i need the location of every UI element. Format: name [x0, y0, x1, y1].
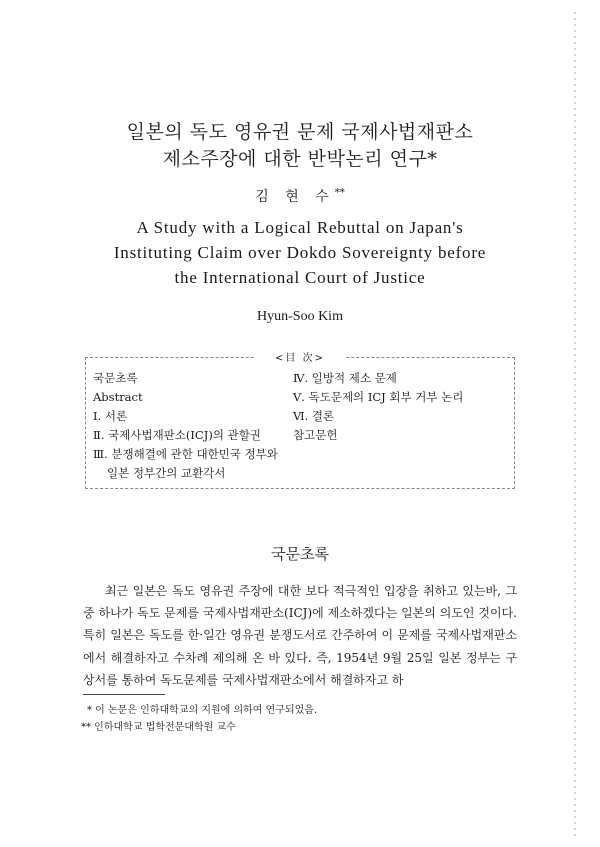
author-korean: [0, 186, 600, 206]
footnote-2: ** 인하대학교 법학전문대학원 교수: [81, 722, 236, 733]
abstract-heading: 국문초록: [271, 545, 329, 563]
toc-item: Ⅱ. 국제사법재판소(ICJ)의 관할권: [93, 428, 261, 442]
toc-right-column: [293, 369, 463, 445]
author-english: Hyun-Soo Kim: [257, 309, 343, 324]
toc-item: Abstract: [93, 390, 143, 404]
scan-edge-dots: [572, 10, 578, 836]
english-title-line-3: the International Court of Justice: [174, 268, 426, 287]
toc-item: Ⅵ. 결론: [293, 409, 335, 423]
author-korean-name: 김 현 수: [255, 189, 335, 205]
toc-left-column: [93, 369, 278, 483]
toc-item: 일본 정부간의 교환각서: [107, 466, 226, 480]
author-footnote-mark: **: [334, 187, 345, 199]
toc-item: Ⅲ. 분쟁해결에 관한 대한민국 정부와: [93, 447, 278, 461]
english-title-line-2: Instituting Claim over Dokdo Sovereignty before: [113, 243, 487, 262]
paper-title-line-1: 일본의 독도 영유권 문제 국제사법재판소: [126, 121, 474, 143]
footnote-1: * 이 논문은 인하대학교의 지원에 의하여 연구되었음.: [87, 705, 318, 716]
toc-item: 국문초록: [93, 371, 138, 385]
footnote-divider: [83, 694, 165, 695]
abstract-paragraph: 최근 일본은 독도 영유권 주장에 대한 보다 적극적인 입장을 취하고 있는바, 그 중 하나가 독도 문제를 국제사법재판소(ICJ)에 제소하겠다는 일본의 의도인 것이다. 특히 일본은 독도를 한·일간 영유권 분쟁도서로 간주하여 이 문제를 국제사법재판소에서 해결하자고 수차례 제의해 온 바 있다. 즉, 1954년 9월 25일 일본 정부는 구상서를 통하여 독도문제를 국제사법재판소에서 해결하자고 하: [83, 584, 517, 687]
toc-item: Ⅰ. 서론: [93, 409, 128, 423]
toc-item: Ⅴ. 독도문제의 ICJ 회부 거부 논리: [293, 390, 464, 404]
english-title-line-1: A Study with a Logical Rebuttal on Japan's: [136, 218, 464, 237]
paper-title-line-2: 제소주장에 대한 반박논리 연구*: [162, 148, 438, 170]
toc-item: 참고문헌: [293, 428, 338, 442]
toc-item: Ⅳ. 일방적 제소 문제: [293, 371, 397, 385]
toc-heading: <目 次>: [255, 349, 345, 364]
